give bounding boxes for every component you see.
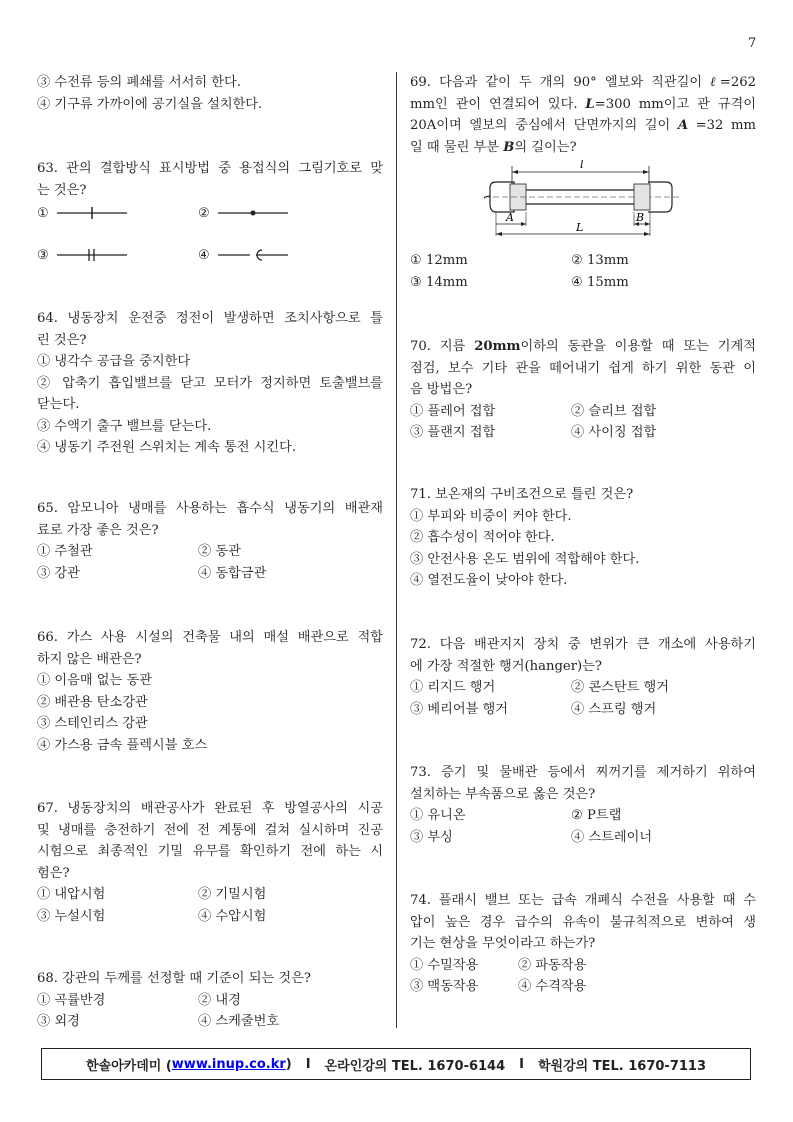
option-4: ④ 동합금관 [198,565,267,581]
option-1: ① 12mm [410,253,468,268]
options-row [37,884,383,906]
option-1: ① 부피와 비중이 커야 한다. [410,508,572,524]
academy-lecture-phone: 학원강의 TEL. 1670-7113 [538,1058,707,1074]
question-73 [410,762,756,848]
question-71 [410,484,756,592]
option-2: ② 배관용 탄소강관 [37,694,148,710]
question-text: 71. 보온재의 구비조건으로 틀린 것은? [410,487,634,502]
welded-joint-dot-icon [218,206,290,220]
option-1: ① 내압시험 [37,887,106,902]
option-3: ③ 플랜지 접합 [410,425,496,440]
academy-name-close: ) [285,1056,292,1072]
option-2: ② 콘스탄트 행거 [571,680,670,695]
option-3: ③ [37,245,49,267]
flanged-joint-line-icon [57,206,129,220]
option-1: ① 수밀작용 [410,957,479,973]
option-4: ④ 스트레이너 [571,829,653,845]
option-4: ④ [198,245,210,267]
option-2: ② 동관 [198,544,241,559]
option-4: ④ 가스용 금속 플렉시블 호스 [37,737,208,753]
option-1: ① [37,203,49,225]
dimension-L-label: L [576,221,584,234]
option-2-cont: 닫는다. [37,397,80,412]
option-3: ③ 14mm [410,275,468,290]
question-text: 료로 가장 좋은 것은? [37,522,159,538]
question-text: 설치하는 부속품으로 옳은 것은? [410,786,596,802]
question-text: 점검, 보수 기타 관을 떼어내기 쉽게 하기 위한 동관 이 [410,360,756,376]
options-row [37,541,383,563]
question-65 [37,498,383,584]
options-row [410,677,756,699]
options-row [410,272,756,294]
option-4: ④ 기구류 가까이에 공기실을 설치한다. [37,96,263,112]
options-row [410,805,756,827]
question-text: 20A이며 엘보의 중심에서 단면까지의 길이 A =32 mm [410,118,756,133]
option-4: ④ 수격작용 [518,979,587,994]
double-bar-joint-icon [57,248,129,262]
footer-banner [41,1048,751,1080]
dimension-b-label: B [636,211,645,224]
question-text: 69. 다음과 같이 두 개의 90° 엘보와 직관길이 ℓ=262 [410,75,756,90]
question-text: 68. 강관의 두께를 선정할 때 기준이 되는 것은? [37,971,311,986]
question-text: 74. 플래시 밸브 또는 급속 개폐식 수전을 사용할 때 수 [410,893,756,908]
elbow-pipe-figure [484,160,684,250]
online-lecture-phone: 온라인강의 TEL. 1670-6144 [324,1058,506,1074]
question-text: 험은? [37,865,70,881]
option-1: ① 냉각수 공급을 중지한다 [37,354,191,369]
option-3: ③ 부싱 [410,829,453,845]
question-text: 는 것은? [37,182,87,198]
options-row [410,827,756,849]
option-2: ② 압축기 흡입밸브를 닫고 모터가 정지하면 토출밸브를 [37,375,383,391]
option-3: ③ 누설시험 [37,908,106,924]
option-3: ③ 스테인리스 강관 [37,716,148,731]
question-text: 시험으로 최종적인 기밀 유무를 확인하기 전에 하는 시 [37,844,383,859]
options-row [37,906,383,928]
options-row [410,250,756,272]
question-text: 64. 냉동장치 운전중 정전이 발생하면 조치사항으로 틀 [37,311,383,326]
option-3: ③ 수액기 출구 밸브를 닫는다. [37,418,212,434]
question-66 [37,627,383,756]
question-text: 음 방법은? [410,382,473,397]
socket-joint-icon [218,248,290,262]
option-3: ③ 맥동작용 [410,979,479,994]
question-62-continued [37,72,383,115]
options-row [37,990,383,1012]
question-text: 에 가장 적절한 행거(hanger)는? [410,658,602,674]
option-3: ③ 베리어블 행거 [410,701,509,717]
option-4: ④ 스프링 행거 [571,701,657,717]
option-4: ④ 수압시험 [198,908,267,924]
option-4: ④ 열전도율이 낮아야 한다. [410,573,568,588]
option-4: ④ 냉동기 주전원 스위치는 계속 통전 시킨다. [37,440,297,455]
option-1: ① 플레어 접합 [410,403,496,419]
option-3: ③ 강관 [37,565,80,581]
options-row [410,422,756,444]
question-text: 하지 않은 배관은? [37,651,142,667]
option-4: ④ 스케줄번호 [198,1014,280,1029]
question-text: 70. 지름 20mm이하의 동관을 이용할 때 또는 기계적 [410,339,756,354]
option-3: ③ 외경 [37,1014,80,1029]
question-text: 72. 다음 배관지지 장치 중 변위가 큰 개소에 사용하기 [410,637,756,652]
options-row [37,245,383,267]
separator: I [519,1056,524,1072]
option-2: ② 파동작용 [518,957,587,973]
options-row [37,1011,383,1033]
option-2: ② [198,203,210,225]
option-3: ③ 수전류 등의 폐쇄를 서서히 한다. [37,75,241,90]
dimension-l-label: l [580,160,584,171]
option-2: ② 슬리브 접합 [571,403,657,419]
options-row [410,699,756,721]
options-row [410,955,756,977]
option-2: ② 내경 [198,992,241,1008]
question-69 [410,72,756,290]
options-row [410,401,756,423]
options-row [37,563,383,585]
option-1: ① 주철관 [37,544,93,559]
option-2: ② 흡수성이 적어야 한다. [410,530,555,545]
question-63 [37,158,383,266]
question-text: 66. 가스 사용 시설의 건축물 내의 매설 배관으로 적합 [37,630,383,645]
option-1: ① 곡률반경 [37,992,106,1008]
option-1: ① 리지드 행거 [410,680,496,695]
options-row [410,976,756,998]
option-1: ① 유니온 [410,808,466,823]
question-68 [37,968,383,1033]
website-link[interactable]: www.inup.co.kr [171,1056,286,1072]
page-number: 7 [748,36,757,51]
options-row [37,203,383,225]
question-text: 압이 높은 경우 급수의 유속이 불규칙적으로 변하여 생 [410,914,756,930]
column-divider [396,72,397,1028]
option-4: ④ 15mm [571,275,629,290]
academy-name: 한솔아카데미 ( [85,1058,172,1074]
separator: I [305,1056,311,1072]
question-text: 73. 증기 및 물배관 등에서 찌꺼기를 제거하기 위하여 [410,765,756,780]
option-1: ① 이음매 없는 동관 [37,673,152,688]
option-3: ③ 안전사용 온도 범위에 적합해야 한다. [410,551,640,567]
question-64 [37,308,383,459]
question-text: 일 때 물린 부분 B의 길이는? [410,139,577,155]
question-67 [37,798,383,927]
question-text: 및 냉매를 충전하기 전에 전 계통에 걸쳐 실시하며 진공 [37,822,383,838]
question-text: 65. 암모니아 냉매를 사용하는 흡수식 냉동기의 배관재 [37,501,383,516]
option-4: ④ 사이징 접합 [571,425,657,440]
question-text: mm인 관이 연결되어 있다. L=300 mm이고 관 규격이 [410,96,756,112]
question-text: 기는 현상을 무엇이라고 하는가? [410,936,596,951]
question-text: 67. 냉동장치의 배관공사가 완료된 후 방열공사의 시공 [37,801,383,816]
question-text: 63. 관의 결합방식 표시방법 중 용접식의 그림기호로 맞 [37,161,383,176]
dimension-a-label: A [506,211,514,224]
question-74 [410,890,756,998]
question-70 [410,336,756,444]
question-72 [410,634,756,720]
option-2: ② 기밀시험 [198,887,267,902]
question-text: 린 것은? [37,332,87,348]
option-2: ② 13mm [571,253,629,268]
option-2: ② P트랩 [571,808,622,823]
